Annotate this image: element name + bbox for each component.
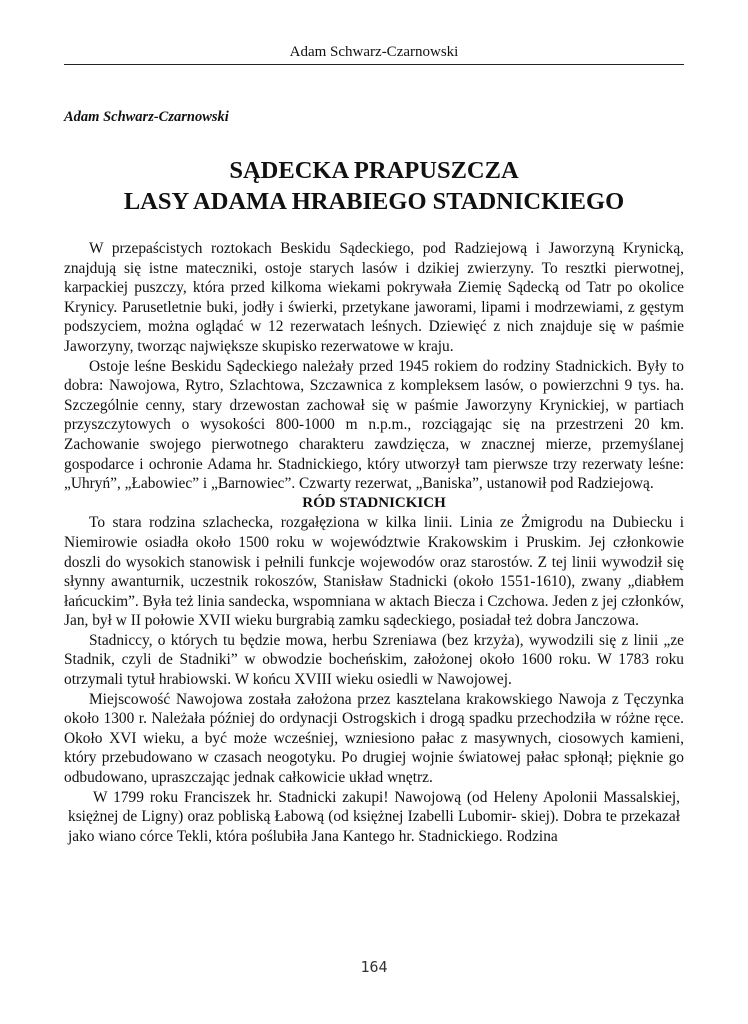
article-body [64,239,684,846]
author-name: Adam Schwarz-Czarnowski [64,109,229,125]
paragraph: To stara rodzina szlachecka, rozgałęziona w kilka linii. Linia ze Żmigrodu na Dubiecku i Niemirowie osiadła około 1500 roku w województwie Krakowskim i Pruskim. Jej członkowie doszli do wysokich stanowisk i pełnili funkcje wojewodów oraz starostów. Z tej linii wywodził się słynny awanturnik, uczestnik rokoszów, Stanisław Stadnicki (około 1551-1610), zwany „diabłem łańcuckim”. Była też linia sandecka, wspomniana w aktach Biecza i Czchowa. Jeden z jej członków, Jan, był w II połowie XVII wieku burgrabią zamku sądeckiego, posiadał też dobra Janczowa. [64,514,684,630]
paragraph: Ostoje leśne Beskidu Sądeckiego należały przed 1945 rokiem do rodziny Stadnickich. Były to dobra: Nawojowa, Rytro, Szlachtowa, Szczawnica z kompleksem lasów, o powierzchni 9 tys. ha. Szczególnie cenny, stary drzewostan zachował się w paśmie Jaworzyny Krynickiej, w partiach przyszczytowych o wysokości 800-1000 m n.p.m., rozciągając się na przestrzeni 20 km. Zachowanie swojego pierwotnego charakteru zawdzięcza, w znacznej mierze, przemyślanej gospodarce i ochronie Adama hr. Stadnickiego, który utworzył tam pierwsze trzy rezerwaty leśne: „Uhryń”, „Łabowiec” i „Barnowiec”. Czwarty rezerwat, „Baniska”, ustanowił pod Radziejową. [64,357,684,493]
page-number: 164 [360,958,388,976]
paragraph: W przepaścistych roztokach Beskidu Sądeckiego, pod Radziejową i Jaworzyną Krynicką, znajdują się istne mateczniki, ostoje starych lasów i dzikiej zwierzyny. To resztki pierwotnej, karpackiej puszczy, która przed kilkoma wiekami pokrywała Ziemię Sądecką od Tatr po okolice Krynicy. Parusetletnie buki, jodły i świerki, przetykane jaworami, lipami i modrzewiami, z gęstym podszyciem, można oglądać w 12 rezerwatach leśnych. Dziewięć z nich znajduje się w paśmie Jaworzyny, tworząc największe skupisko rezerwatowe w kraju. [64,240,684,355]
title-line-1: SĄDECKA PRAPUSZCZA [229,157,519,184]
paragraph: Stadniccy, o których tu będzie mowa, herbu Szreniawa (bez krzyża), wywodzili się z linii „ze Stadnik, czyli de Stadniki” w obwodzie bocheńskim, założonej około 1600 roku. W 1783 roku otrzymali tytuł hrabiowski. W końcu XVIII wieku osiedli w Nawojowej. [64,631,684,689]
paragraph: W 1799 roku Franciszek hr. Stadnicki zakupi! Nawojową (od Heleny Apolonii Massalskiej, księżnej de Ligny) oraz pobliską Łabową (od księżnej Izabelli Lubomir- skiej). Dobra te przekazał jako wiano córce Tekli, która poślubiła Jana Kantego hr. Stadnickiego. Rodzina [68,788,680,845]
section-heading: RÓD STADNICKICH [302,494,446,511]
header-rule [64,64,684,65]
article-title [0,155,748,217]
title-line-2: LASY ADAMA HRABIEGO STADNICKIEGO [123,188,625,215]
running-head: Adam Schwarz-Czarnowski [289,44,459,60]
paragraph: Miejscowość Nawojowa została założona przez kasztelana krakowskiego Nawoja z Tęczynka około 1300 r. Należała później do ordynacji Ostrogskich i drogą spadku przechodziła w różne ręce. Około XVI wieku, a być może wcześniej, wzniesiono pałac z masywnych, ciosowych kamieni, który przebudowano w czasach neogotyku. Po drugiej wojnie światowej pałac spłonął; pięknie go odbudowano, upraszczając jednak całkowicie układ wnętrz. [64,690,684,787]
